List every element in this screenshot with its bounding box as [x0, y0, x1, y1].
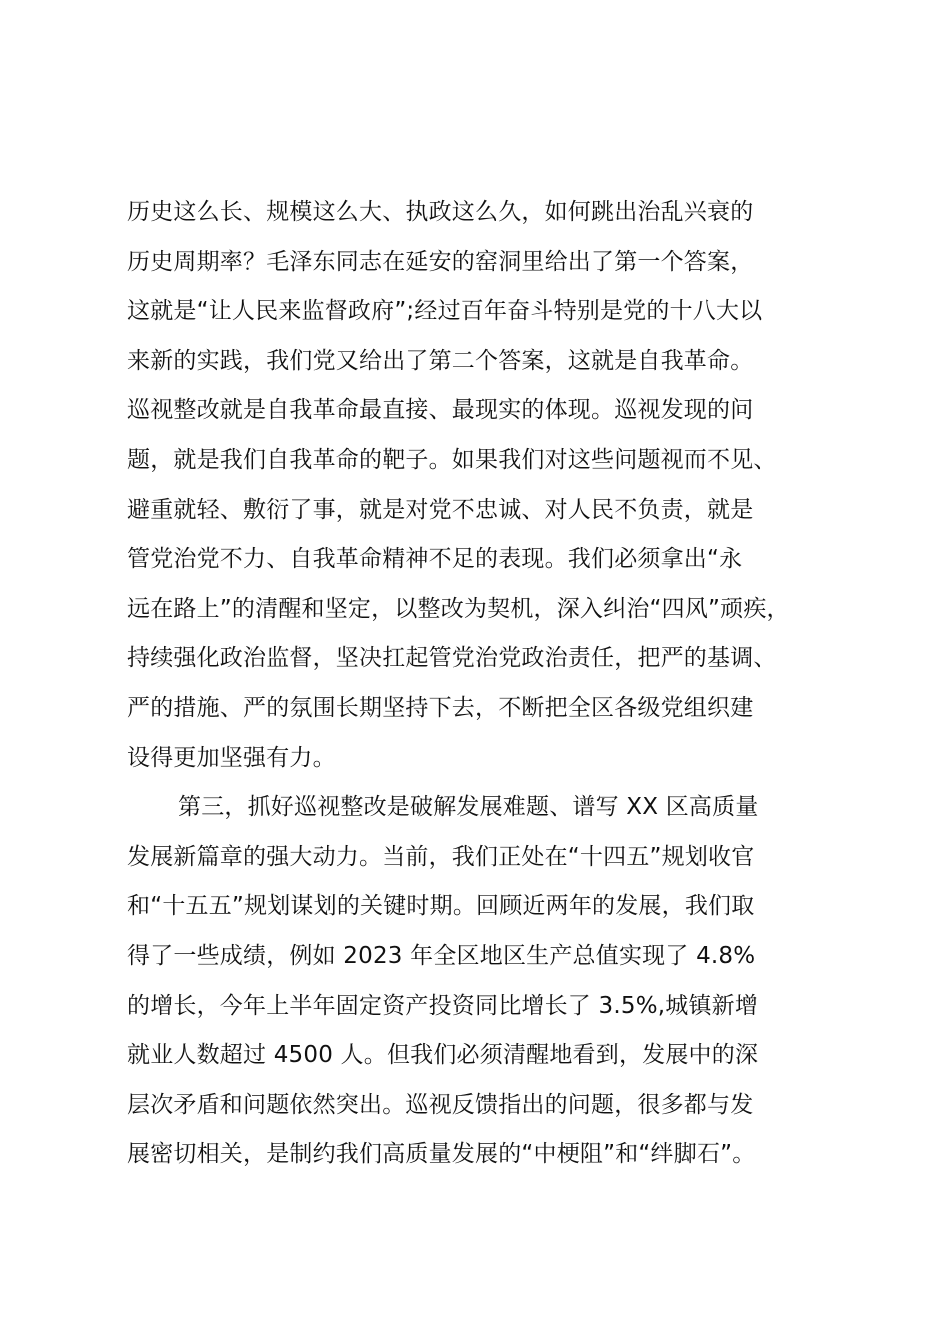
text-line: 层次矛盾和问题依然突出。巡视反馈指出的问题，很多都与发 [127, 1091, 754, 1118]
text-line: 严的措施、严的氛围长期坚持下去，不断把全区各级党组织建 [127, 694, 754, 721]
text-line: 发展新篇章的强大动力。当前，我们正处在“十四五”规划收官 [127, 843, 755, 870]
text-line: 这就是“让人民来监督政府”;经过百年奋斗特别是党的十八大以 [127, 298, 763, 325]
text-line: 巡视整改就是自我革命最直接、最现实的体现。巡视发现的问 [127, 397, 754, 424]
text-line: 得了一些成绩，例如 2023 年全区地区生产总值实现了 4.8% [127, 942, 756, 969]
text-line: 持续强化政治监督，坚决扛起管党治党政治责任，把严的基调、 [127, 645, 777, 672]
text-line: 管党治党不力、自我革命精神不足的表现。我们必须拿出“永 [127, 546, 743, 573]
text-line: 历史这么长、规模这么大、执政这么久，如何跳出治乱兴衰的 [127, 199, 754, 225]
text-line: 避重就轻、敷衍了事，就是对党不忠诚、对人民不负责，就是 [127, 496, 754, 523]
text-line: 展密切相关，是制约我们高质量发展的“中梗阻”和“绊脚石”。 [127, 1141, 756, 1168]
text-line: 远在路上”的清醒和坚定，以整改为契机，深入纠治“四风”顽疾， [127, 595, 790, 622]
text-line: 的增长，今年上半年固定资产投资同比增长了 3.5%,城镇新增 [127, 992, 759, 1019]
text-line: 题，就是我们自我革命的靶子。如果我们对这些问题视而不见、 [127, 446, 777, 473]
text-line: 就业人数超过 4500 人。但我们必须清醒地看到，发展中的深 [127, 1042, 759, 1069]
text-line: 设得更加坚强有力。 [127, 744, 336, 771]
paragraph-start-line: 第三，抓好巡视整改是破解发展难题、谱写 XX 区高质量 [178, 794, 759, 821]
text-line: 来新的实践，我们党又给出了第二个答案，这就是自我革命。 [127, 347, 754, 374]
text-line: 历史周期率？毛泽东同志在延安的窑洞里给出了第一个答案， [127, 248, 754, 275]
body-text [127, 188, 847, 1180]
text-line: 和“十五五”规划谋划的关键时期。回顾近两年的发展，我们取 [127, 893, 755, 920]
